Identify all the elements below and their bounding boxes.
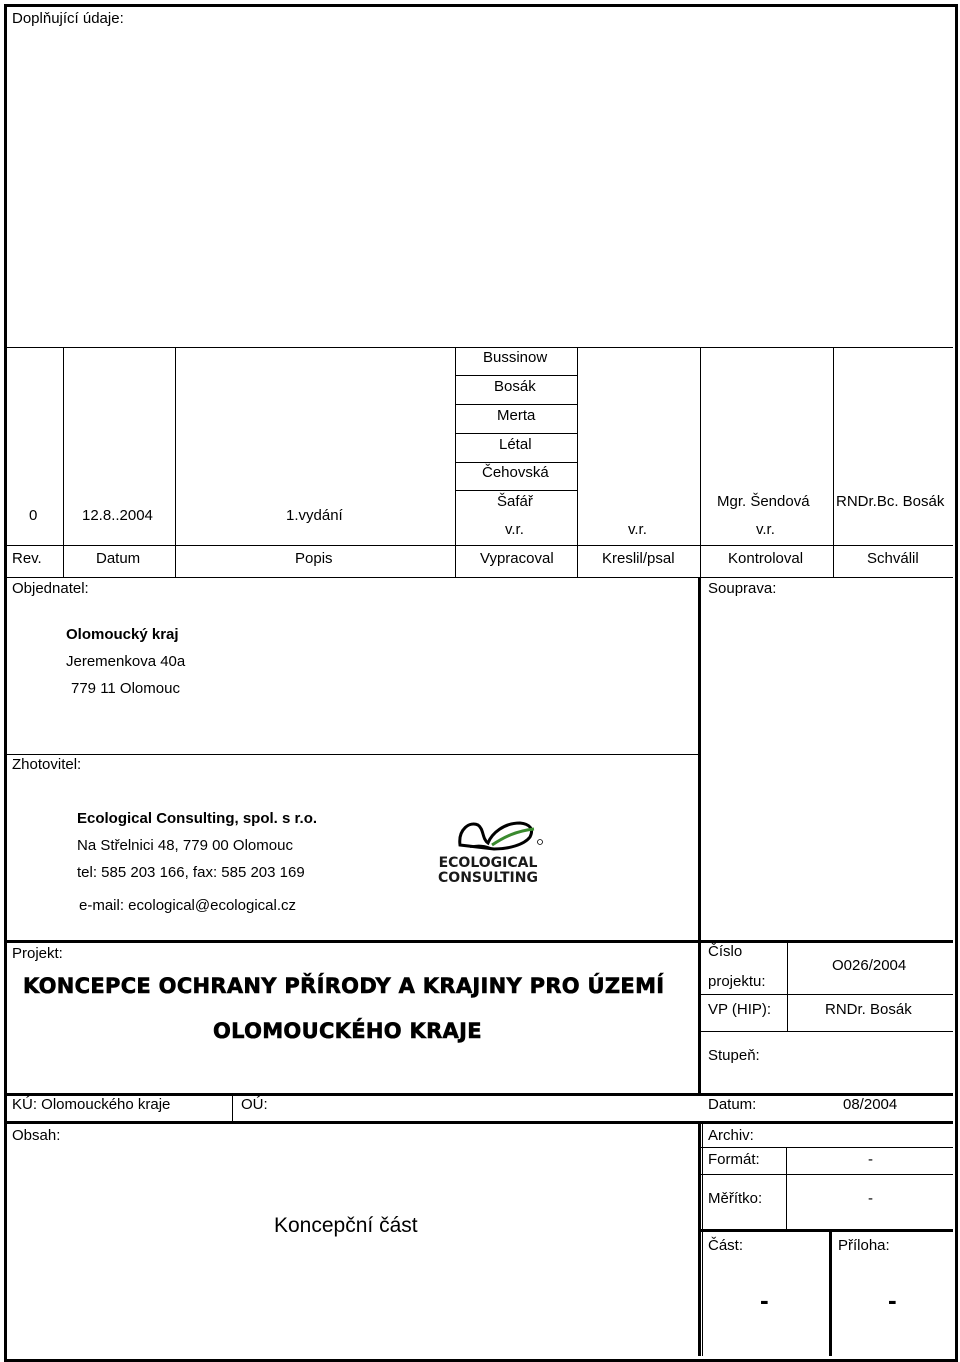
- rev-value: 0: [29, 507, 38, 524]
- projekt-title-line1: KONCEPCE OCHRANY PŘÍRODY A KRAJINY PRO ÚZEMÍ: [23, 974, 665, 998]
- vr-kreslil: v.r.: [628, 521, 647, 538]
- name-bosak: Bosák: [494, 378, 536, 395]
- name-bussinow: Bussinow: [483, 349, 548, 366]
- objednatel-name: Olomoucký kraj: [66, 626, 179, 643]
- schvalil-value: RNDr.Bc. Bosák: [836, 493, 945, 510]
- name-row-line: [455, 433, 577, 434]
- obsah-label: Obsah:: [12, 1127, 61, 1144]
- archiv-label: Archiv:: [708, 1127, 754, 1144]
- header-kreslil: Kreslil/psal: [602, 550, 675, 567]
- name-row-line: [455, 375, 577, 376]
- meritko-label: Měřítko:: [708, 1190, 763, 1207]
- kontroloval-col-line: [833, 347, 834, 577]
- meritko-line: [701, 1229, 953, 1232]
- format-label: Formát:: [708, 1151, 760, 1168]
- priloha-value: -: [888, 1285, 897, 1315]
- obsah-right-divider: [698, 1121, 701, 1356]
- archiv-line: [701, 1147, 953, 1148]
- zhotovitel-name: Ecological Consulting, spol. s r.o.: [77, 810, 318, 827]
- name-row-line: [455, 462, 577, 463]
- butterfly-icon: [430, 815, 548, 887]
- rev-table-top-line: [7, 347, 953, 348]
- datum-value: 12.8..2004: [82, 507, 153, 524]
- cast-priloha-divider: [829, 1231, 832, 1356]
- name-row-line: [455, 490, 577, 491]
- header-kontroloval: Kontroloval: [728, 550, 804, 567]
- rev-col-line: [63, 347, 64, 577]
- projekt-label: Projekt:: [12, 945, 63, 962]
- header-rev: Rev.: [12, 550, 42, 567]
- zhotovitel-phone: tel: 585 203 166, fax: 585 203 169: [77, 864, 305, 881]
- datum-col-line: [175, 347, 176, 577]
- ecological-consulting-logo: [430, 815, 548, 887]
- ou-label: OÚ:: [241, 1096, 268, 1113]
- name-row-line: [455, 404, 577, 405]
- cast-value: -: [760, 1285, 769, 1315]
- vp-row-line: [701, 1031, 953, 1032]
- popis-value: 1.vydání: [286, 507, 343, 524]
- souprava-label: Souprava:: [708, 580, 777, 597]
- zhotovitel-address: Na Střelnici 48, 779 00 Olomouc: [77, 837, 293, 854]
- datum-value-bottom: 08/2004: [843, 1096, 898, 1113]
- name-safar: Šafář: [497, 493, 533, 510]
- header-datum: Datum: [96, 550, 141, 567]
- logo-line2: CONSULTING: [438, 870, 538, 886]
- zhotovitel-email: e-mail: ecological@ecological.cz: [79, 897, 296, 914]
- projekt-top-line: [7, 940, 953, 943]
- vr-vypracoval: v.r.: [505, 521, 524, 538]
- cislo-value: O026/2004: [832, 957, 907, 974]
- projekt-title-line2: OLOMOUCKÉHO KRAJE: [213, 1019, 482, 1043]
- format-line: [701, 1174, 953, 1175]
- vp-value: RNDr. Bosák: [825, 1001, 912, 1018]
- format-col-line: [786, 1148, 787, 1230]
- stupen-label: Stupeň:: [708, 1047, 760, 1064]
- zhotovitel-label: Zhotovitel:: [12, 756, 82, 773]
- vr-kontroloval: v.r.: [756, 521, 775, 538]
- header-vypracoval: Vypracoval: [480, 550, 554, 567]
- zhotovitel-top-line: [7, 754, 698, 755]
- doplnujici-label: Doplňující údaje:: [12, 10, 124, 27]
- ku-ou-divider: [232, 1095, 233, 1121]
- header-popis: Popis: [295, 550, 333, 567]
- logo-line1: ECOLOGICAL: [438, 855, 538, 871]
- objednatel-city: 779 11 Olomouc: [71, 680, 180, 697]
- header-schvalil: Schválil: [867, 550, 919, 567]
- kreslil-col-line: [700, 347, 701, 577]
- priloha-label: Příloha:: [838, 1237, 890, 1254]
- cislo-label-2: projektu:: [708, 973, 766, 990]
- kontroloval-value: Mgr. Šendová: [717, 493, 810, 510]
- format-value: -: [868, 1151, 873, 1168]
- name-cehovska: Čehovská: [482, 464, 549, 481]
- name-merta: Merta: [497, 407, 536, 424]
- obsah-right-inner-line: [702, 1124, 703, 1356]
- right-divider: [698, 577, 701, 1094]
- objednatel-street: Jeremenkova 40a: [66, 653, 186, 670]
- meritko-value: -: [868, 1190, 873, 1207]
- objednatel-label: Objednatel:: [12, 580, 89, 597]
- name-letal: Létal: [499, 436, 532, 453]
- cislo-label-1: Číslo: [708, 943, 743, 960]
- cislo-row-line: [701, 994, 953, 995]
- cislo-col-line: [787, 942, 788, 1032]
- ku-label: KÚ: Olomouckého kraje: [12, 1096, 171, 1113]
- cast-label: Část:: [708, 1237, 744, 1254]
- obsah-value: Koncepční část: [274, 1214, 418, 1237]
- rev-table-mid-line: [7, 545, 953, 546]
- rev-table-bottom-line: [7, 577, 953, 578]
- vypracoval-col-line: [577, 347, 578, 577]
- vp-label: VP (HIP):: [708, 1001, 772, 1018]
- obsah-top-line: [7, 1121, 953, 1124]
- datum-label: Datum:: [708, 1096, 757, 1113]
